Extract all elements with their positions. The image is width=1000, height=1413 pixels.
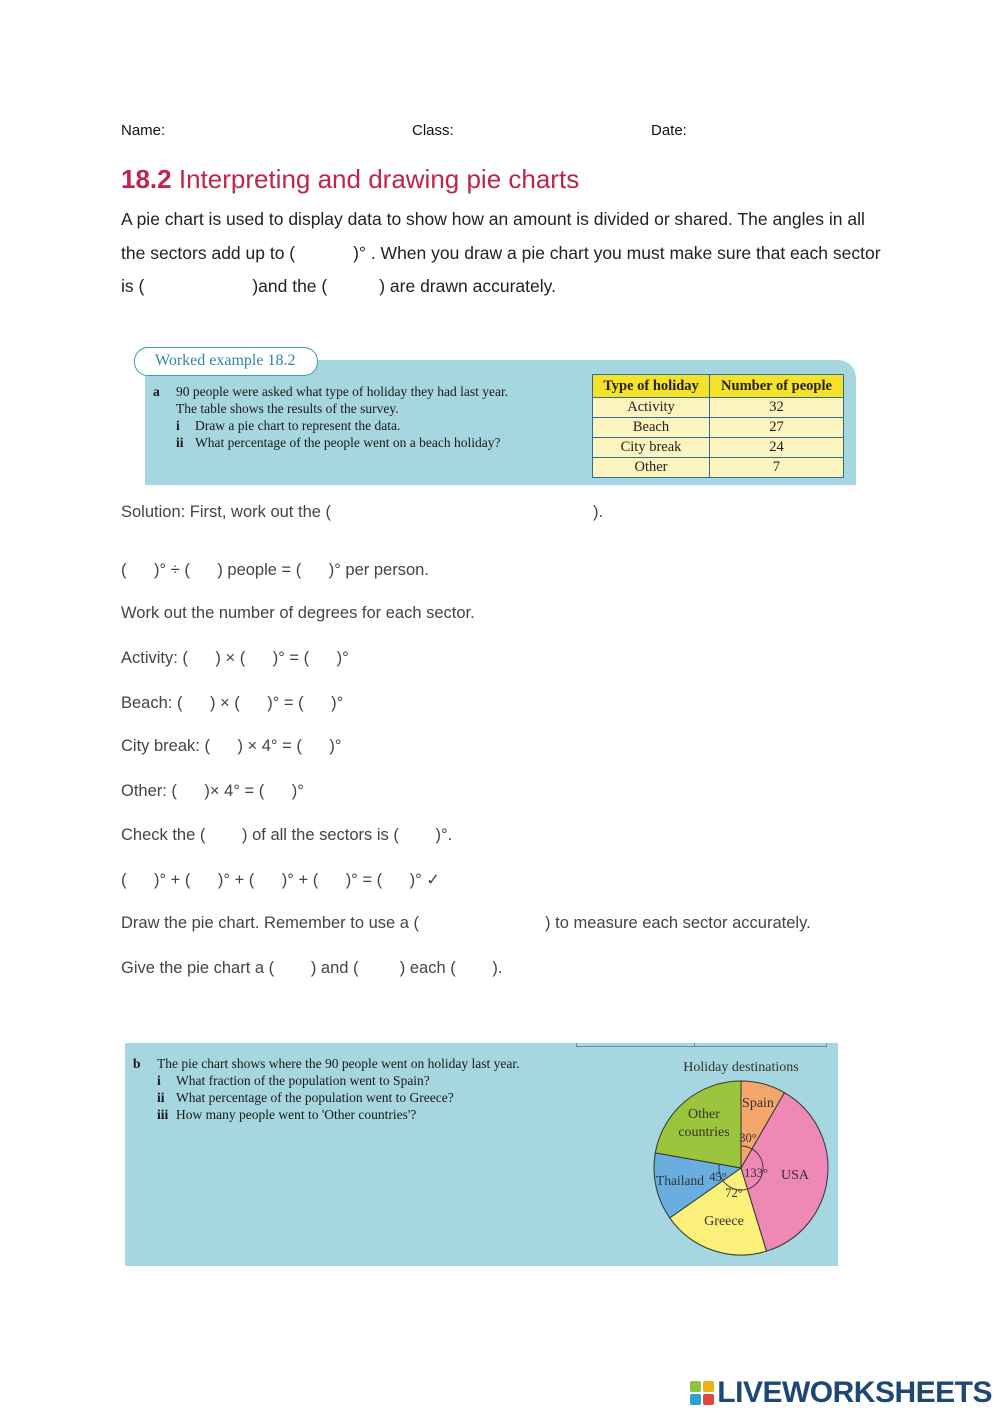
intro-paragraph	[121, 203, 891, 304]
solution-sum: ( )° + ( )° + ( )° + ( )° = ( )° ✓	[121, 871, 441, 889]
example-line-1: 90 people were asked what type of holiday they had last year.	[176, 384, 509, 399]
table-cell: City break	[593, 438, 710, 458]
label-greece: Greece	[704, 1214, 744, 1229]
holiday-pie-chart	[640, 1050, 840, 1266]
solution-activity: Activity: ( ) × ( )° = ( )°	[121, 649, 349, 667]
table-header-count: Number of people	[710, 375, 844, 398]
worked-example-label: Worked example 18.2	[134, 347, 318, 376]
liveworksheets-brand	[690, 1376, 992, 1410]
solution-beach: Beach: ( ) × ( )° = ( )°	[121, 694, 344, 712]
table-row	[593, 458, 844, 478]
name-label: Name:	[121, 122, 166, 139]
solution-text: ) to measure each sector accurately.	[545, 914, 811, 932]
table-cell: 7	[710, 458, 844, 478]
table-cell: 24	[710, 438, 844, 458]
label-spain: Spain	[742, 1096, 774, 1111]
table-cell: 27	[710, 418, 844, 438]
angle-label-usa: 133°	[744, 1166, 768, 1180]
table-cell: Beach	[593, 418, 710, 438]
part-b-q2-number: ii	[157, 1090, 165, 1105]
brand-logo-icon	[690, 1381, 714, 1405]
table-edge-remnant	[576, 1043, 827, 1047]
intro-text-2: )° . When you draw a pie chart you must make sure that each sector is (	[121, 242, 881, 296]
table-cell: 32	[710, 398, 844, 418]
solution-line-3: Work out the number of degrees for each sector.	[121, 604, 475, 622]
survey-table-wrap	[592, 374, 844, 478]
table-row	[593, 398, 844, 418]
solution-line-2: ( )° ÷ ( ) people = ( )° per person.	[121, 561, 429, 579]
table-cell: Activity	[593, 398, 710, 418]
solution-check: Check the ( ) of all the sectors is ( )°.	[121, 826, 453, 844]
part-b-q2: What percentage of the population went to Greece?	[176, 1090, 454, 1105]
solution-city-break: City break: ( ) × 4° = ( )°	[121, 737, 342, 755]
angle-label-thailand: 45°	[709, 1170, 727, 1184]
label-thailand: Thailand	[656, 1173, 704, 1188]
sub-i-number: i	[176, 418, 180, 433]
label-other-line1: Other	[688, 1107, 720, 1122]
part-b-q3-number: iii	[157, 1107, 169, 1122]
sub-ii-number: ii	[176, 435, 184, 450]
intro-text-4: ) are drawn accurately.	[379, 276, 556, 296]
table-cell: Other	[593, 458, 710, 478]
section-title: Interpreting and drawing pie charts	[178, 164, 580, 194]
solution-text: Solution: First, work out the (	[121, 503, 331, 521]
part-b-letter: b	[133, 1056, 141, 1071]
solution-text: Draw the pie chart. Remember to use a (	[121, 914, 420, 932]
part-b-intro: The pie chart shows where the 90 people went on holiday last year.	[157, 1056, 520, 1071]
solution-text: ).	[593, 503, 604, 521]
label-other-line2: countries	[678, 1125, 730, 1140]
label-usa: USA	[780, 1168, 810, 1183]
date-label: Date:	[651, 122, 687, 139]
part-a-letter: a	[153, 384, 160, 399]
part-b-q1: What fraction of the population went to Spain?	[176, 1073, 430, 1088]
intro-text-1: A pie chart is used to display data to show how an amount is divided or shared. The angles in all the sectors add up to (	[121, 209, 865, 263]
brand-text: LIVEWORKSHEETS	[717, 1376, 992, 1409]
chart-title: Holiday destinations	[683, 1060, 799, 1075]
table-row	[593, 418, 844, 438]
survey-table	[592, 374, 844, 478]
part-b-q1-number: i	[157, 1073, 161, 1088]
part-b-q3: How many people went to 'Other countries'?	[176, 1107, 417, 1122]
class-label: Class:	[412, 122, 454, 139]
sub-i-text: Draw a pie chart to represent the data.	[195, 418, 401, 433]
table-header-type: Type of holiday	[593, 375, 710, 398]
example-line-2: The table shows the results of the survey.	[176, 401, 399, 416]
angle-label-greece: 72°	[725, 1186, 743, 1200]
page-title	[121, 164, 579, 195]
table-row	[593, 438, 844, 458]
solution-line-1	[121, 503, 603, 522]
intro-text-3: )and the (	[252, 276, 328, 296]
solution-title-label: Give the pie chart a ( ) and ( ) each ( ).	[121, 959, 503, 977]
solution-draw	[121, 914, 811, 933]
solution-other: Other: ( )× 4° = ( )°	[121, 782, 304, 800]
section-number: 18.2	[121, 164, 172, 194]
angle-label-spain: 30°	[739, 1131, 757, 1145]
sub-ii-text: What percentage of the people went on a beach holiday?	[195, 435, 501, 450]
